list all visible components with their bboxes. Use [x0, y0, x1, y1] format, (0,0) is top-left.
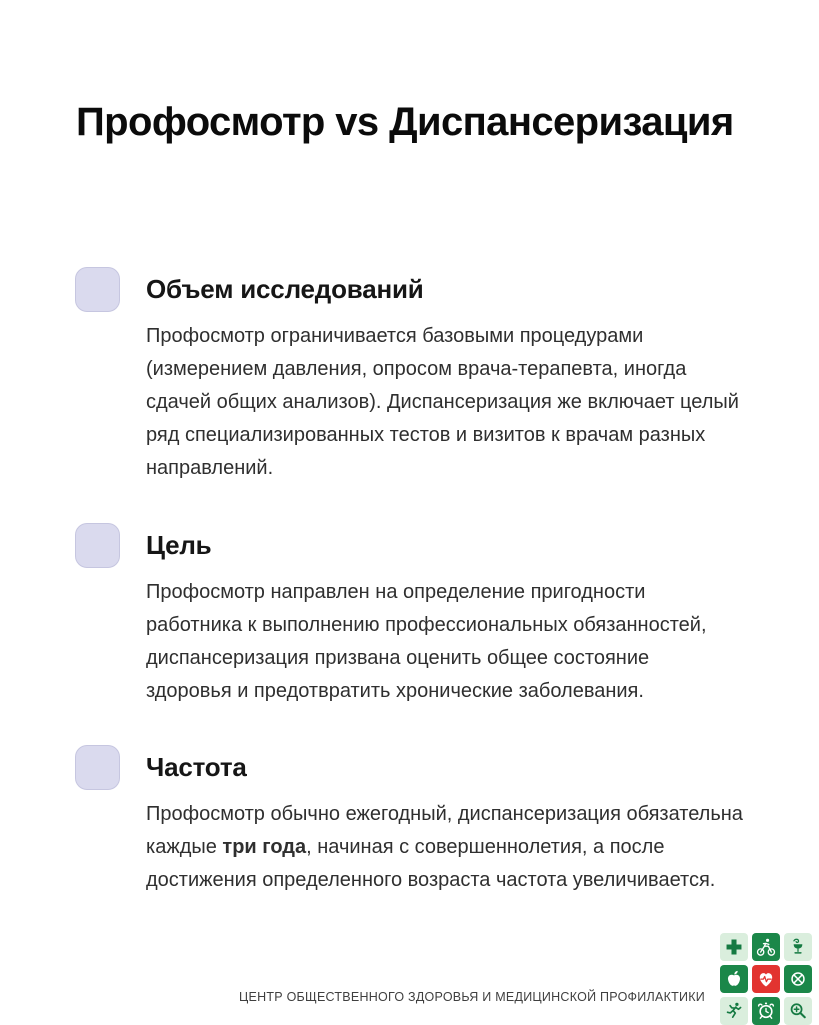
logo-tile: [784, 933, 812, 961]
magnifier-plus-icon: [787, 1000, 809, 1022]
logo-tile: [720, 933, 748, 961]
body-text-after: , начиная с совершеннолетия, а после достижения определенного возраста частота увеличивается.: [146, 836, 716, 891]
page-title: Профосмотр vs Диспансеризация: [76, 100, 734, 144]
section-goal-content: [146, 523, 726, 708]
medical-cross-icon: [723, 936, 745, 958]
logo-tile: [784, 997, 812, 1025]
section-frequency-content: [146, 745, 758, 897]
logo-tile: [752, 997, 780, 1025]
section-scope: [75, 267, 765, 485]
heart-ecg-icon: [755, 968, 777, 990]
organization-name: ЦЕНТР ОБЩЕСТВЕННОГО ЗДОРОВЬЯ И МЕДИЦИНСКОЙ ПРОФИЛАКТИКИ: [239, 990, 705, 1004]
logo-tile: [752, 965, 780, 993]
organization-logo: [720, 933, 812, 1025]
prohibition-icon: [787, 968, 809, 990]
section-goal-heading: Цель: [146, 530, 212, 560]
apple-icon: [723, 968, 745, 990]
alarm-clock-icon: [755, 1000, 777, 1022]
runner-icon: [723, 1000, 745, 1022]
cyclist-icon: [755, 936, 777, 958]
section-scope-heading: Объем исследований: [146, 274, 424, 304]
bullet-square-icon: [75, 267, 120, 312]
body-text-bold: три года: [222, 836, 307, 858]
section-goal: [75, 523, 765, 708]
section-frequency-heading: Частота: [146, 752, 247, 782]
logo-tile: [784, 965, 812, 993]
pharmacy-bowl-icon: [787, 936, 809, 958]
section-scope-content: [146, 267, 746, 485]
section-frequency-body: [146, 798, 758, 897]
section-scope-body: Профосмотр ограничивается базовыми процедурами (измерением давления, опросом врача-терапевта, иногда сдачей общих анализов). Диспансеризация же включает целый ряд специализированных тестов и визитов к врачам разных направлений.: [146, 325, 739, 479]
section-goal-body: Профосмотр направлен на определение пригодности работника к выполнению профессиональных обязанностей, диспансеризация призвана оценить общее состояние здоровья и предотвратить хронические заболевания.: [146, 581, 707, 702]
bullet-square-icon: [75, 523, 120, 568]
body-text-before: Профосмотр обычно ежегодный, диспансеризация обязательна каждые: [146, 803, 743, 858]
logo-tile: [752, 933, 780, 961]
bullet-square-icon: [75, 745, 120, 790]
logo-tile: [720, 965, 748, 993]
logo-tile: [720, 997, 748, 1025]
section-frequency: [75, 745, 765, 897]
